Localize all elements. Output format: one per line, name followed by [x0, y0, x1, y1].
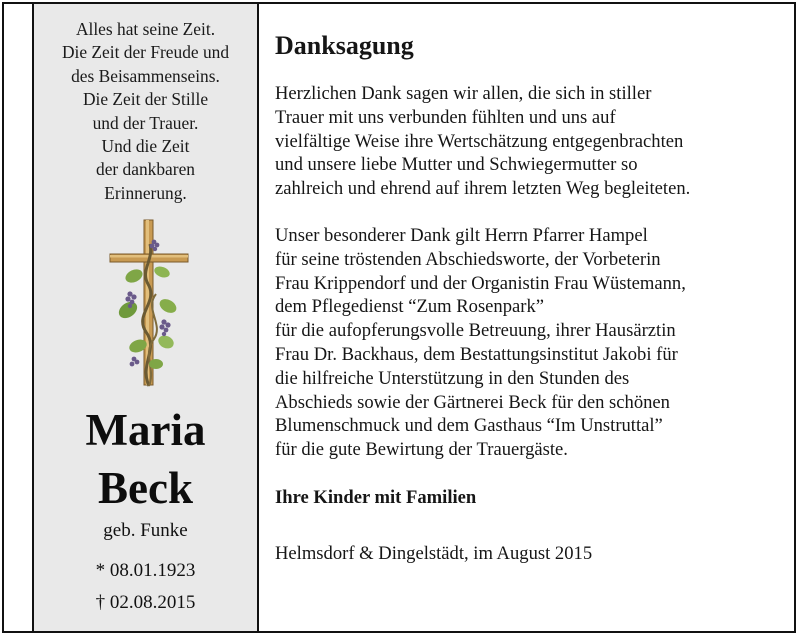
paragraph-line: zahlreich und ehrend auf ihrem letzten Weg begleiteten.	[275, 178, 691, 200]
poem-line: und der Trauer.	[92, 112, 199, 133]
paragraph-line: Unser besonderer Dank gilt Herrn Pfarrer Hampel	[275, 224, 648, 246]
poem-line: Die Zeit der Freude und	[61, 42, 230, 63]
paragraph-line: Frau Krippendorf und der Organistin Frau Wüstemann,	[275, 272, 686, 294]
poem-line: Die Zeit der Stille	[82, 89, 209, 110]
paragraph-line: dem Pflegedienst “Zum Rosenpark”	[275, 296, 545, 318]
death-date	[34, 592, 257, 614]
paragraph-line: Herzlichen Dank sagen wir allen, die sich in stiller	[275, 83, 652, 104]
paragraph-line: Blumenschmuck und dem Gasthaus “Im Unstruttal”	[275, 415, 663, 437]
notice-heading: Danksagung	[275, 31, 414, 60]
paragraph-line: Trauer mit uns verbunden fühlten und uns auf	[275, 106, 616, 128]
poem-line: Alles hat seine Zeit.	[75, 19, 216, 39]
place-and-date: Helmsdorf & Dingelstädt, im August 2015	[275, 542, 593, 564]
deceased-last-name: Beck	[98, 463, 193, 513]
memorial-sidebar	[32, 2, 259, 633]
paragraph-line: vielfältige Weise ihre Wertschätzung entgegenbrachten	[275, 130, 684, 152]
thank-you-notice	[275, 30, 787, 566]
birth-date	[34, 560, 257, 582]
paragraph-line: Abschieds sowie der Gärtnerei Beck für den schönen	[275, 391, 670, 413]
birth-date-value: 08.01.1923	[109, 560, 196, 581]
birth-name: geb. Funke	[103, 520, 188, 541]
thanks-paragraph	[275, 82, 787, 201]
special-thanks-paragraph	[275, 224, 787, 462]
paragraph-line: für die aufopferungsvolle Betreuung, ihrer Hausärztin	[275, 320, 676, 342]
poem-line: Erinnerung.	[104, 182, 187, 203]
death-symbol: †	[95, 592, 106, 613]
cross-with-vine-icon	[104, 214, 194, 394]
poem-line: der dankbaren	[96, 159, 195, 180]
signature: Ihre Kinder mit Familien	[275, 486, 477, 508]
paragraph-line: für seine tröstenden Abschiedsworte, der Vorbeterin	[275, 248, 661, 270]
paragraph-line: und unsere liebe Mutter und Schwiegermutter so	[275, 154, 638, 176]
birth-symbol: *	[95, 560, 106, 581]
paragraph-line: für die gute Bewirtung der Trauergäste.	[275, 439, 568, 461]
memorial-poem	[34, 18, 257, 205]
deceased-first-name: Maria	[85, 405, 206, 455]
paragraph-line: die hilfreiche Unterstützung in den Stunden des	[275, 367, 630, 389]
paragraph-line: Frau Dr. Backhaus, dem Bestattungsinstitut Jakobi für	[275, 343, 678, 365]
poem-line: Und die Zeit	[101, 136, 190, 157]
poem-line: des Beisammenseins.	[71, 65, 220, 86]
death-date-value: 02.08.2015	[109, 592, 196, 613]
